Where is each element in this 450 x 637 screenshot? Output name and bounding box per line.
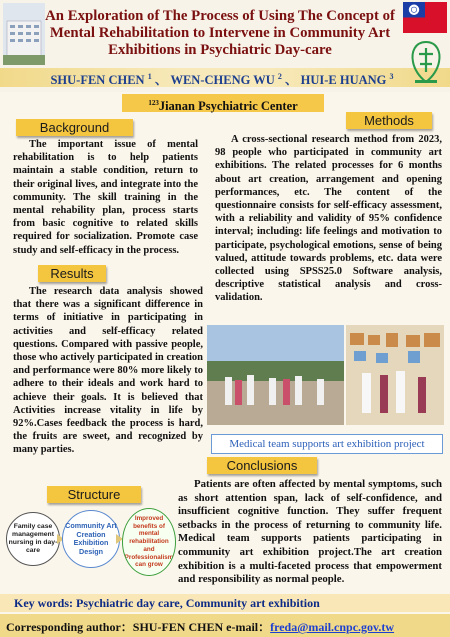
structure-node-label: Community Art Creation Exhibition Design	[65, 521, 117, 556]
corresponding-label: Corresponding author：SHU-FEN CHEN e-mail：	[6, 620, 271, 634]
author-name: SHU-FEN CHEN	[50, 73, 145, 87]
keywords-value: Psychiatric day care, Community art exhibition	[76, 596, 320, 610]
structure-node-art-exhibition	[62, 510, 120, 568]
background-text: The important issue of mental rehabilitation is to help patients maintain a stable condition, return to their original lives, and integrate into the community. The skill training in the mental rehability plan, process starts from basic cognitive to related skills required for socialization. Promote case study and self-efficacy in the process.	[13, 139, 198, 256]
author-sup: 2	[277, 71, 282, 81]
methods-heading: Methods	[346, 112, 432, 129]
structure-heading: Structure	[47, 486, 141, 503]
results-heading: Results	[38, 265, 106, 282]
structure-node-label: Improved benefits of mental rehabilitation and Professionalism can grow	[124, 514, 174, 569]
affiliation-label	[122, 94, 324, 112]
affiliation-name: Jianan Psychiatric Center	[158, 99, 298, 114]
background-heading: Background	[16, 119, 133, 136]
conclusions-heading: Conclusions	[207, 457, 317, 474]
structure-node-case-management	[6, 512, 60, 566]
email-link[interactable]: freda@mail.cnpc.gov.tw	[270, 620, 395, 634]
author-separator: 、	[154, 73, 168, 87]
hospital-building-image	[3, 3, 45, 65]
author-separator: 、	[285, 73, 298, 87]
photo-caption: Medical team supports art exhibition project	[211, 434, 443, 454]
author-name: HUI-E HUANG	[300, 73, 387, 87]
art-exhibition-photo	[207, 325, 344, 425]
author-sup: 1	[147, 71, 152, 81]
corresponding-author-line	[6, 618, 394, 635]
methods-text: A cross-sectional research method from 2023, 98 people who participated in community art exhibitions. The related processes for 6 months about art creation, arrangement and opening performances, etc. The content of the questionnaire consists for self-efficacy assessment, with a reliability and validity of 95% confidence interval; including: life feelings and motivation to participate, psychological emotions, sense of being valued, attitude towards problems, etc. data were collected using SPSS25.0 Software analysis, descriptive statistical analysis and cross-validation.	[215, 134, 442, 304]
structure-node-benefits	[122, 508, 176, 576]
keywords-line	[14, 596, 320, 611]
author-name: WEN-CHENG WU	[170, 73, 275, 87]
hospital-logo-icon	[407, 38, 445, 86]
keywords-label: Key words:	[14, 596, 76, 610]
conclusions-text: Patients are often affected by mental symptoms, such as short attention span, lack of self-confidence, and insufficient cognitive function. They suffer frequent setbacks in the process of returning to community life. Medical team supports patients participating in community art exhibition project.The art creation exhibition is a multi-faceted process that empowerment and responsibility as normal people.	[178, 478, 442, 586]
structure-node-label: Family case management nursing in day-care	[8, 523, 58, 554]
poster-title: An Exploration of The Process of Using The Concept of Mental Rehabilitation to Intervene in Community Art Exhibitions in Psychiatric Day-care	[45, 8, 395, 58]
author-list	[44, 70, 400, 88]
affiliation-sup: 123	[148, 99, 159, 107]
taiwan-flag-icon	[403, 2, 447, 33]
gallery-visitors-photo	[346, 325, 444, 425]
results-text: The research data analysis showed that there was a significant difference in terms of initiative in participating in activities and self-efficacy related questions. Compared with passive people, those who actively participated in creation and performance were 80% more likely to adhere to their ideals and work hard to achieve their goals. It is believed that Activities increase vitality in life by 92%.Cases feedback the process is hard, the fruits are sweet, and recognized by many parties.	[13, 286, 203, 456]
author-sup: 3	[389, 71, 394, 81]
